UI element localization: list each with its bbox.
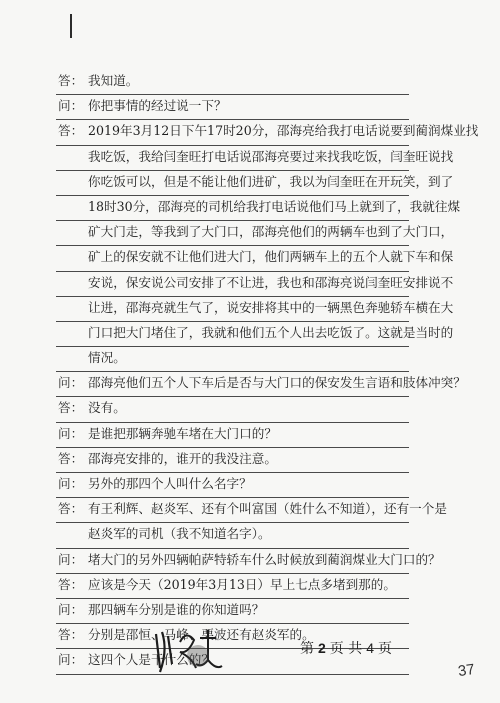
line-prefix: 问： [58,98,84,114]
line-text: 安说，保安说公司安排了不让进，我也和邵海亮说闫奎旺安排说不 [88,274,454,290]
line-prefix: 答： [58,123,84,139]
line-text: 另外的那四个人叫什么名字？ [88,476,252,491]
margin-tick-mark [70,14,72,38]
page-prefix: 第 [300,641,314,657]
record-line [56,70,409,95]
line-text: 没有。 [88,400,126,416]
line-prefix: 答： [58,400,84,416]
line-text: 邵海亮他们五个人下车后是否与大门口的保安发生言语和肢体冲突？ [88,375,466,391]
record-line [56,448,409,473]
line-text: 是谁把那辆奔驰车堵在大门口的？ [88,425,277,441]
line-prefix: 问： [58,476,84,491]
line-text: 让进，邵海亮就生气了，说安排将其中的一辆黑色奔驰轿车横在大 [88,299,454,315]
record-line [56,146,454,171]
record-line [56,574,409,599]
record-line [56,297,454,322]
line-text: 2019年3月12日下午17时20分，邵海亮给我打电话说要到蔺润煤业找 [88,123,479,139]
line-prefix: 问： [58,425,84,441]
line-text: 分别是邵恒、马峰、栗波还有赵炎军的。 [88,627,315,643]
record-line [56,523,409,548]
record-line [56,95,409,120]
line-prefix: 答： [58,73,84,88]
margin-page-number: 37 [456,660,476,681]
line-prefix: 答： [58,501,84,517]
record-line [56,322,454,347]
line-text: 你把事情的经过说一下？ [88,98,227,114]
line-text: 我吃饭，我给闫奎旺打电话说邵海亮要过来找我吃饭，闫奎旺说找 [88,148,454,164]
handwritten-signature [150,624,230,678]
record-line [56,272,454,297]
line-text: 邵海亮安排的，谁开的我没注意。 [88,450,277,466]
line-text: 应该是今天（2019年3月13日）早上七点多堵到那的。 [88,576,396,592]
line-text: 堵大门的另外四辆帕萨特轿车什么时候放到蔺润煤业大门口的？ [88,551,441,567]
line-text: 赵炎军的司机（我不知道名字）。 [88,526,271,542]
line-text: 那四辆车分别是谁的你知道吗？ [88,601,265,617]
line-text: 有王利辉、赵炎军、还有个叫富国（姓什么不知道），还有一个是 [88,501,447,517]
page-indicator [300,638,392,658]
line-prefix: 问： [58,551,84,567]
record-line [56,196,461,221]
line-text: 矿大门走，等我到了大门口，邵海亮他们的两辆车也到了大门口， [88,224,454,240]
current-page-number: 2 [318,640,326,656]
record-line [56,171,454,196]
line-text: 矿上的保安就不让他们进大门，他们两辆车上的五个人就下车和保 [88,249,454,265]
line-prefix: 问： [58,601,84,617]
page-suffix: 页 [378,641,393,657]
record-line [56,372,466,397]
line-text: 这四个人是干什么的？ [88,652,214,668]
line-prefix: 问： [58,652,84,668]
record-line [56,397,409,422]
record-line [56,347,409,372]
record-line [56,221,454,246]
line-prefix: 答： [58,627,84,643]
line-prefix: 答： [58,450,84,466]
line-prefix: 答： [58,576,84,592]
line-text: 我知道。 [88,73,139,88]
record-line [56,498,447,523]
line-text: 情况。 [88,350,126,366]
record-line [56,423,409,448]
line-text: 你吃饭可以，但是不能让他们进矿，我以为闫奎旺在开玩笑，到了 [88,173,454,189]
page-middle: 页 共 [329,641,363,657]
record-line [56,549,441,574]
line-text: 门口把大门堵住了，我就和他们五个人出去吃饭了。这就是当时的 [88,324,454,340]
line-prefix: 问： [58,375,84,391]
line-text: 18时30分，邵海亮的司机给我打电话说他们马上就到了，我就往煤 [88,198,461,214]
record-line [56,246,454,271]
record-line [56,120,479,145]
record-line [56,473,409,498]
total-pages-number: 4 [366,640,375,656]
record-line [56,599,409,624]
